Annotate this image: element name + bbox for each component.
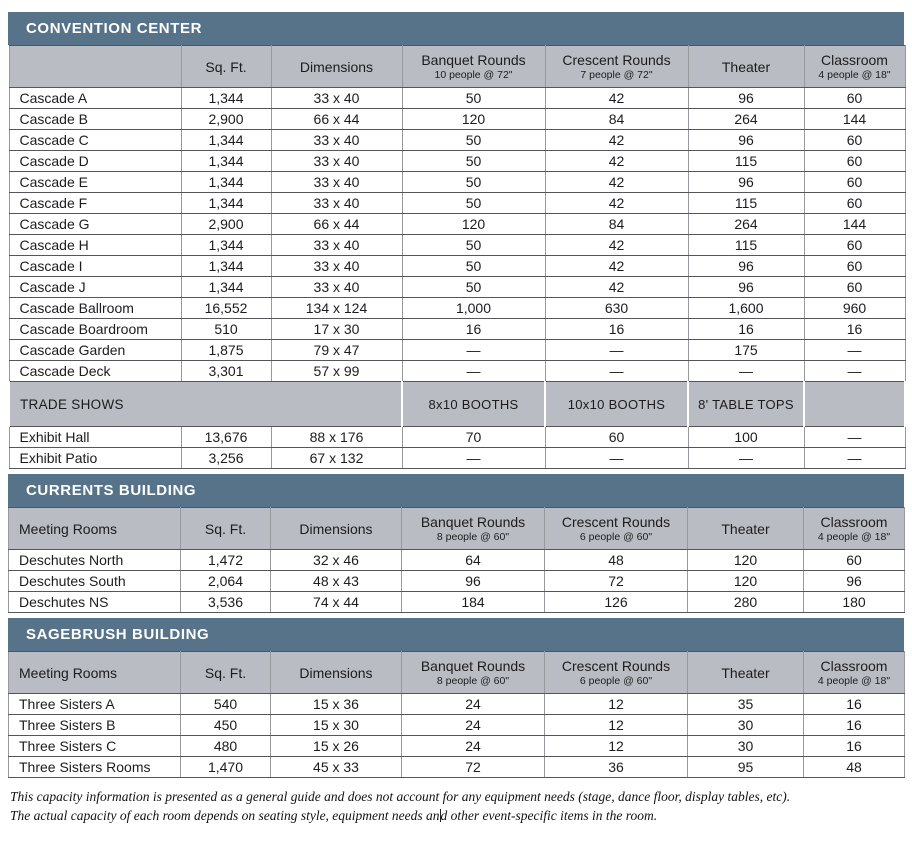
value-cell: 30 xyxy=(688,736,804,757)
table-row xyxy=(9,172,905,193)
table-row xyxy=(9,715,905,736)
table-row xyxy=(9,736,905,757)
table-row xyxy=(9,298,905,319)
column-header xyxy=(402,508,545,550)
column-header xyxy=(545,46,688,88)
value-cell: 1,344 xyxy=(181,193,271,214)
room-name-cell: Three Sisters C xyxy=(9,736,181,757)
column-header-label: Crescent Rounds xyxy=(562,52,671,68)
room-name-cell: Cascade F xyxy=(9,193,181,214)
footer-notes xyxy=(10,787,904,825)
table-row xyxy=(9,427,905,448)
column-header xyxy=(545,652,688,694)
value-cell: 32 x 46 xyxy=(271,550,402,571)
value-cell: 33 x 40 xyxy=(271,88,402,109)
value-cell: 510 xyxy=(181,319,271,340)
column-header xyxy=(181,652,271,694)
value-cell: 66 x 44 xyxy=(271,109,402,130)
value-cell: 96 xyxy=(402,571,545,592)
column-header-label: Banquet Rounds xyxy=(420,658,526,674)
value-cell: 50 xyxy=(402,172,545,193)
value-cell: 12 xyxy=(545,736,688,757)
column-header-label: Dimensions xyxy=(299,58,374,75)
value-cell: 120 xyxy=(402,109,545,130)
room-name-cell: Cascade Garden xyxy=(9,340,181,361)
value-cell: 1,470 xyxy=(181,757,271,778)
value-cell: 79 x 47 xyxy=(271,340,402,361)
footer-note-line2[interactable] xyxy=(10,806,904,825)
value-cell: 48 xyxy=(545,550,688,571)
value-cell: 13,676 xyxy=(181,427,271,448)
value-cell: 60 xyxy=(804,550,905,571)
value-cell: 33 x 40 xyxy=(271,277,402,298)
value-cell: — xyxy=(545,340,688,361)
value-cell: 96 xyxy=(688,172,804,193)
room-name-cell: Deschutes NS xyxy=(9,592,181,613)
value-cell: 450 xyxy=(181,715,271,736)
table-row xyxy=(9,151,905,172)
footer-note-line2-after: d other event-specific items in the room. xyxy=(440,808,658,823)
column-header-label: Crescent Rounds xyxy=(561,514,671,530)
room-name-cell: Cascade D xyxy=(9,151,181,172)
value-cell: 1,344 xyxy=(181,256,271,277)
value-cell: 64 xyxy=(402,550,545,571)
room-name-cell: Cascade Ballroom xyxy=(9,298,181,319)
value-cell: 15 x 30 xyxy=(271,715,402,736)
value-cell: 33 x 40 xyxy=(271,256,402,277)
value-cell: 184 xyxy=(402,592,545,613)
column-header xyxy=(271,652,402,694)
table-body xyxy=(9,550,905,613)
value-cell: 60 xyxy=(804,172,905,193)
section-title: SAGEBRUSH BUILDING xyxy=(26,626,210,643)
value-cell: 60 xyxy=(804,235,905,256)
value-cell: 1,000 xyxy=(402,298,545,319)
column-header-label: Meeting Rooms xyxy=(19,664,118,681)
column-header xyxy=(688,508,804,550)
value-cell: 1,600 xyxy=(688,298,804,319)
value-cell: 15 x 36 xyxy=(271,694,402,715)
column-header-row xyxy=(9,652,905,694)
column-header-label: Banquet Rounds xyxy=(420,514,526,530)
value-cell: 12 xyxy=(545,715,688,736)
value-cell: 72 xyxy=(545,571,688,592)
value-cell: 72 xyxy=(402,757,545,778)
value-cell: 33 x 40 xyxy=(271,130,402,151)
footer-note-line1[interactable]: This capacity information is presented as a general guide and does not account for any equipment needs (stage, dance floor, display tables, etc). xyxy=(10,789,791,804)
value-cell: 67 x 132 xyxy=(271,448,402,469)
value-cell: 66 x 44 xyxy=(271,214,402,235)
room-name-cell: Cascade I xyxy=(9,256,181,277)
value-cell: 88 x 176 xyxy=(271,427,402,448)
value-cell: 42 xyxy=(545,130,688,151)
value-cell: 480 xyxy=(181,736,271,757)
value-cell: — xyxy=(804,361,905,382)
room-name-cell: Exhibit Patio xyxy=(9,448,181,469)
column-header xyxy=(181,508,271,550)
value-cell: 33 x 40 xyxy=(271,193,402,214)
value-cell: 16,552 xyxy=(181,298,271,319)
value-cell: 42 xyxy=(545,235,688,256)
column-header-label: Classroom xyxy=(821,52,888,68)
value-cell: — xyxy=(804,448,905,469)
column-header-label: Theater xyxy=(721,520,770,537)
value-cell: 1,344 xyxy=(181,151,271,172)
section-title: CONVENTION CENTER xyxy=(26,20,203,37)
value-cell: 24 xyxy=(402,694,545,715)
table-header xyxy=(9,652,905,694)
room-name-cell: Deschutes North xyxy=(9,550,181,571)
value-cell: 630 xyxy=(545,298,688,319)
column-header-label: Dimensions xyxy=(299,664,373,681)
column-header xyxy=(402,652,545,694)
room-name-cell: Cascade H xyxy=(9,235,181,256)
column-header-label: Sq. Ft. xyxy=(205,58,247,75)
value-cell: 16 xyxy=(804,319,905,340)
table-row xyxy=(9,88,905,109)
column-header-sublabel: 6 people @ 60" xyxy=(579,531,653,543)
value-cell: 540 xyxy=(181,694,271,715)
value-cell: 175 xyxy=(688,340,804,361)
value-cell: 3,301 xyxy=(181,361,271,382)
value-cell: 30 xyxy=(688,715,804,736)
room-name-cell: Cascade B xyxy=(9,109,181,130)
section-title: CURRENTS BUILDING xyxy=(26,482,197,499)
room-name-cell: Cascade G xyxy=(9,214,181,235)
column-header xyxy=(804,652,905,694)
table-body xyxy=(9,88,905,382)
value-cell: 100 xyxy=(688,427,804,448)
value-cell: 1,875 xyxy=(181,340,271,361)
trade-shows-column-header: 8x10 BOOTHS xyxy=(402,382,545,427)
table-row xyxy=(9,193,905,214)
column-header-label: Classroom xyxy=(820,514,888,530)
column-header-row xyxy=(9,508,905,550)
value-cell: 960 xyxy=(804,298,905,319)
column-header xyxy=(804,46,905,88)
column-header xyxy=(271,46,402,88)
table-row xyxy=(9,694,905,715)
column-header xyxy=(181,46,271,88)
value-cell: 35 xyxy=(688,694,804,715)
table-row xyxy=(9,214,905,235)
value-cell: — xyxy=(545,448,688,469)
table-row xyxy=(9,130,905,151)
trade-shows-empty-cell xyxy=(804,382,905,427)
value-cell: 48 x 43 xyxy=(271,571,402,592)
room-name-cell: Cascade Boardroom xyxy=(9,319,181,340)
column-header-sublabel: 8 people @ 60" xyxy=(436,531,510,543)
column-header-sublabel: 8 people @ 60" xyxy=(436,675,510,687)
column-header-label: Dimensions xyxy=(299,520,373,537)
value-cell: 60 xyxy=(545,427,688,448)
room-name-cell: Cascade E xyxy=(9,172,181,193)
value-cell: 60 xyxy=(804,88,905,109)
value-cell: 180 xyxy=(804,592,905,613)
value-cell: 1,344 xyxy=(181,88,271,109)
value-cell: 16 xyxy=(804,715,905,736)
value-cell: 144 xyxy=(804,214,905,235)
table-row xyxy=(9,757,905,778)
column-header-label: Sq. Ft. xyxy=(204,664,247,681)
room-name-cell: Cascade C xyxy=(9,130,181,151)
value-cell: — xyxy=(402,448,545,469)
value-cell: 95 xyxy=(688,757,804,778)
value-cell: 16 xyxy=(804,694,905,715)
value-cell: 84 xyxy=(545,214,688,235)
table-row xyxy=(9,550,905,571)
value-cell: — xyxy=(402,361,545,382)
value-cell: 42 xyxy=(545,193,688,214)
value-cell: 264 xyxy=(688,109,804,130)
value-cell: — xyxy=(402,340,545,361)
column-header-label: Theater xyxy=(721,664,770,681)
trade-shows-title: TRADE SHOWS xyxy=(9,382,402,427)
value-cell: 1,344 xyxy=(181,235,271,256)
value-cell: 1,344 xyxy=(181,172,271,193)
value-cell: 115 xyxy=(688,193,804,214)
table-row xyxy=(9,592,905,613)
value-cell: 134 x 124 xyxy=(271,298,402,319)
trade-shows-body xyxy=(9,427,905,469)
value-cell: 2,900 xyxy=(181,214,271,235)
value-cell: 15 x 26 xyxy=(271,736,402,757)
column-header-sublabel: 4 people @ 18" xyxy=(818,69,891,81)
room-name-cell: Deschutes South xyxy=(9,571,181,592)
value-cell: 24 xyxy=(402,715,545,736)
capacity-table-convention-center xyxy=(8,45,906,469)
column-header xyxy=(9,652,181,694)
room-name-cell: Cascade J xyxy=(9,277,181,298)
value-cell: 50 xyxy=(402,277,545,298)
column-header-sublabel: 6 people @ 60" xyxy=(579,675,653,687)
value-cell: 74 x 44 xyxy=(271,592,402,613)
column-header xyxy=(402,46,545,88)
trade-shows-column-header: 10x10 BOOTHS xyxy=(545,382,688,427)
footer-note-line2-before: The actual capacity of each room depends on seating style, equipment needs an xyxy=(10,808,440,823)
column-header-label: Banquet Rounds xyxy=(421,52,526,68)
column-header xyxy=(688,46,804,88)
column-header-label: Crescent Rounds xyxy=(561,658,671,674)
value-cell: 115 xyxy=(688,151,804,172)
value-cell: — xyxy=(688,448,804,469)
value-cell: 16 xyxy=(545,319,688,340)
value-cell: 3,256 xyxy=(181,448,271,469)
table-row xyxy=(9,571,905,592)
value-cell: 60 xyxy=(804,277,905,298)
value-cell: 17 x 30 xyxy=(271,319,402,340)
column-header-label: Meeting Rooms xyxy=(19,520,118,537)
value-cell: 50 xyxy=(402,256,545,277)
value-cell: 12 xyxy=(545,694,688,715)
room-name-cell: Cascade A xyxy=(9,88,181,109)
column-header xyxy=(688,652,804,694)
value-cell: 33 x 40 xyxy=(271,235,402,256)
column-header xyxy=(271,508,402,550)
table-header xyxy=(9,508,905,550)
section-band-currents-building xyxy=(8,474,904,507)
value-cell: 33 x 40 xyxy=(271,151,402,172)
value-cell: 96 xyxy=(688,277,804,298)
room-name-cell: Exhibit Hall xyxy=(9,427,181,448)
column-header-sublabel: 10 people @ 72" xyxy=(434,69,513,81)
column-header-label: Theater xyxy=(721,58,771,75)
column-header-sublabel: 7 people @ 72" xyxy=(580,69,653,81)
table-row xyxy=(9,448,905,469)
value-cell: 3,536 xyxy=(181,592,271,613)
value-cell: 84 xyxy=(545,109,688,130)
room-name-cell: Three Sisters Rooms xyxy=(9,757,181,778)
room-name-cell: Three Sisters A xyxy=(9,694,181,715)
value-cell: 120 xyxy=(688,550,804,571)
value-cell: 96 xyxy=(688,88,804,109)
value-cell: 36 xyxy=(545,757,688,778)
column-header-sublabel: 4 people @ 18" xyxy=(817,531,891,543)
column-header xyxy=(9,46,181,88)
value-cell: 2,900 xyxy=(181,109,271,130)
column-header-label: Sq. Ft. xyxy=(204,520,247,537)
value-cell: 50 xyxy=(402,88,545,109)
section-band-sagebrush-building xyxy=(8,618,904,651)
column-header-row xyxy=(9,46,905,88)
column-header-label: Classroom xyxy=(820,658,888,674)
column-header xyxy=(9,508,181,550)
value-cell: 2,064 xyxy=(181,571,271,592)
value-cell: 70 xyxy=(402,427,545,448)
value-cell: 50 xyxy=(402,235,545,256)
value-cell: 96 xyxy=(688,130,804,151)
value-cell: 45 x 33 xyxy=(271,757,402,778)
value-cell: 50 xyxy=(402,130,545,151)
value-cell: 120 xyxy=(688,571,804,592)
room-name-cell: Cascade Deck xyxy=(9,361,181,382)
value-cell: 1,344 xyxy=(181,277,271,298)
value-cell: 42 xyxy=(545,277,688,298)
value-cell: — xyxy=(688,361,804,382)
value-cell: 42 xyxy=(545,88,688,109)
value-cell: 42 xyxy=(545,256,688,277)
column-header xyxy=(804,508,905,550)
room-name-cell: Three Sisters B xyxy=(9,715,181,736)
value-cell: 60 xyxy=(804,256,905,277)
value-cell: 50 xyxy=(402,193,545,214)
capacity-table-currents-building xyxy=(8,507,905,613)
value-cell: — xyxy=(804,340,905,361)
value-cell: 60 xyxy=(804,193,905,214)
table-row xyxy=(9,277,905,298)
value-cell: 16 xyxy=(804,736,905,757)
value-cell: 96 xyxy=(688,256,804,277)
value-cell: — xyxy=(545,361,688,382)
table-header xyxy=(9,46,905,88)
value-cell: 24 xyxy=(402,736,545,757)
trade-shows-column-header: 8' TABLE TOPS xyxy=(688,382,804,427)
value-cell: 120 xyxy=(402,214,545,235)
value-cell: 50 xyxy=(402,151,545,172)
table-row xyxy=(9,319,905,340)
value-cell: 1,472 xyxy=(181,550,271,571)
value-cell: 264 xyxy=(688,214,804,235)
value-cell: 280 xyxy=(688,592,804,613)
capacity-table-sagebrush-building xyxy=(8,651,905,778)
value-cell: 42 xyxy=(545,172,688,193)
value-cell: 126 xyxy=(545,592,688,613)
value-cell: 96 xyxy=(804,571,905,592)
value-cell: 16 xyxy=(402,319,545,340)
table-body xyxy=(9,694,905,778)
column-header-sublabel: 4 people @ 18" xyxy=(817,675,891,687)
table-row xyxy=(9,340,905,361)
value-cell: 48 xyxy=(804,757,905,778)
trade-shows-section xyxy=(9,382,905,427)
table-row xyxy=(9,256,905,277)
value-cell: 115 xyxy=(688,235,804,256)
value-cell: 16 xyxy=(688,319,804,340)
value-cell: 57 x 99 xyxy=(271,361,402,382)
table-row xyxy=(9,361,905,382)
column-header xyxy=(545,508,688,550)
section-band-convention-center xyxy=(8,12,904,45)
value-cell: 1,344 xyxy=(181,130,271,151)
value-cell: 42 xyxy=(545,151,688,172)
value-cell: 33 x 40 xyxy=(271,172,402,193)
table-row xyxy=(9,109,905,130)
value-cell: 60 xyxy=(804,151,905,172)
value-cell: 144 xyxy=(804,109,905,130)
value-cell: — xyxy=(804,427,905,448)
table-row xyxy=(9,235,905,256)
value-cell: 60 xyxy=(804,130,905,151)
trade-shows-header-row xyxy=(9,382,905,427)
